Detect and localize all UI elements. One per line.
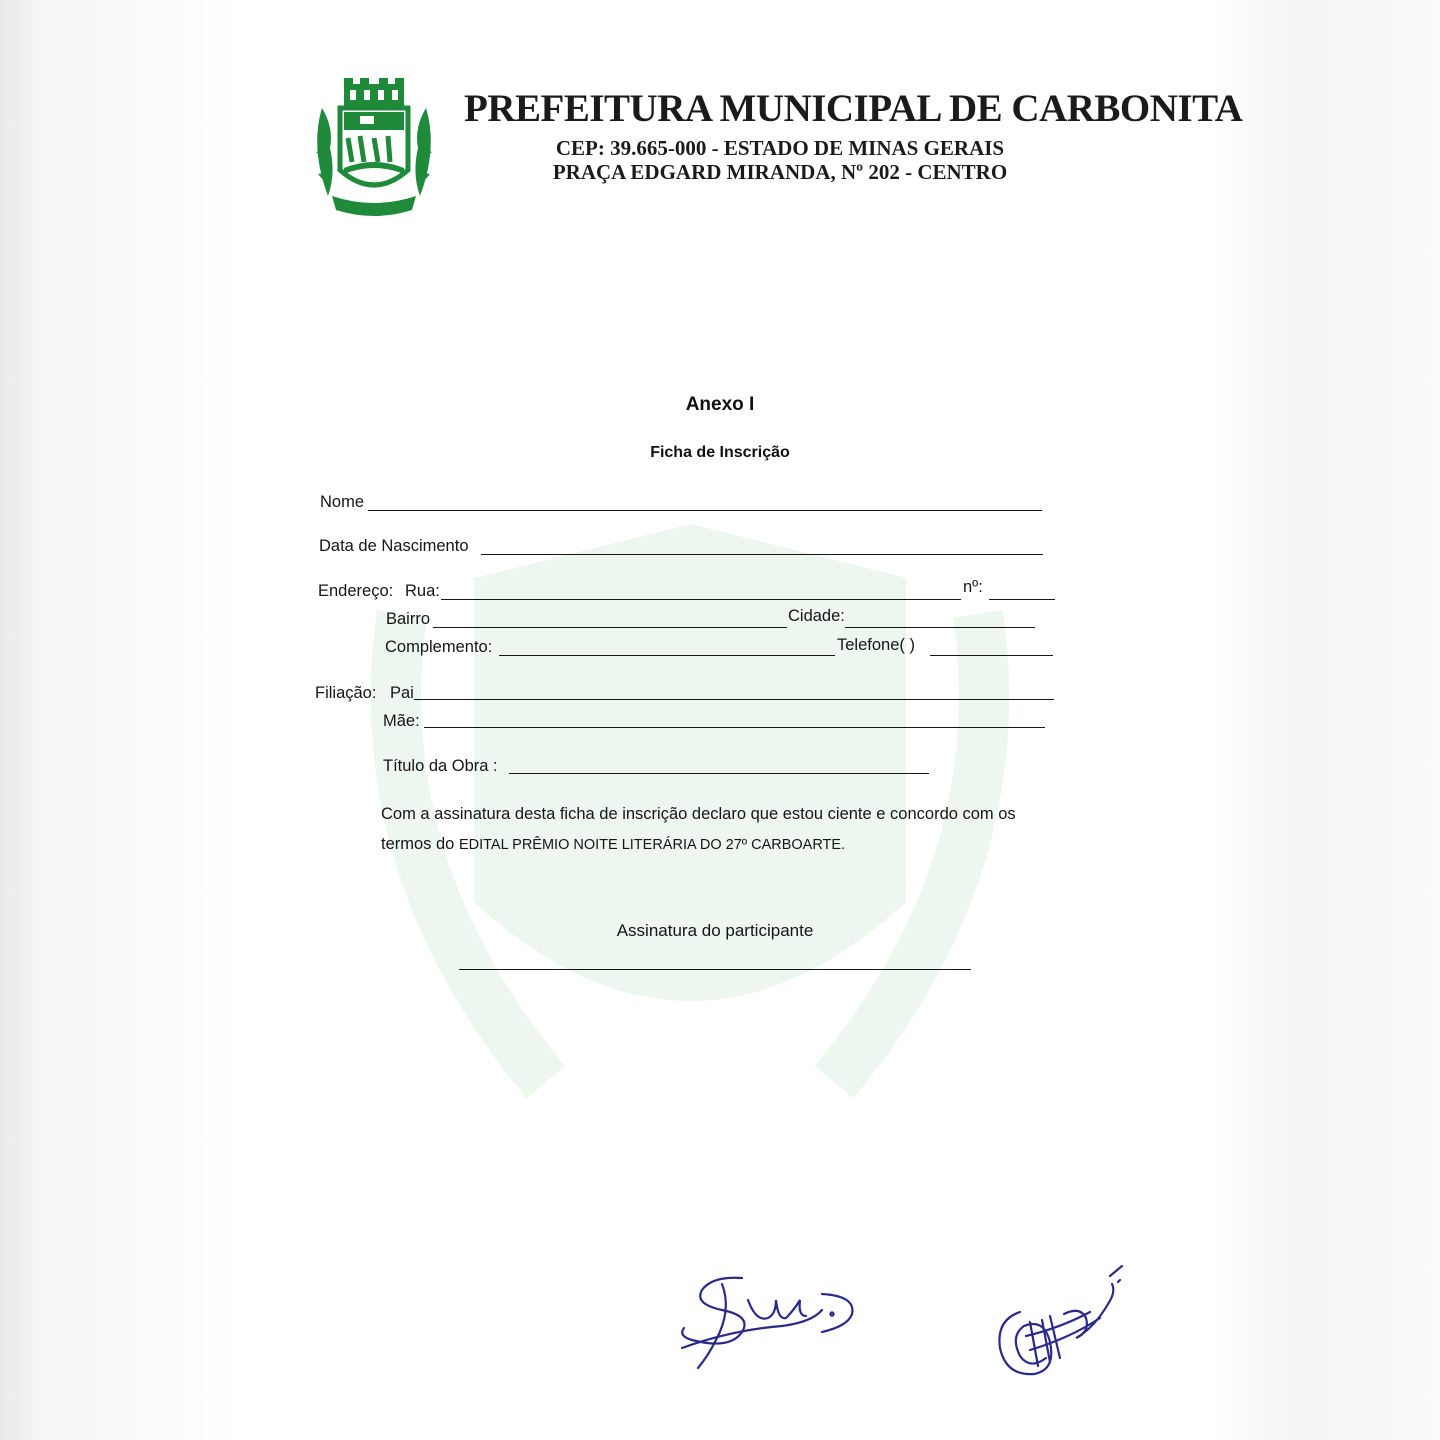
endereco-label: Endereço: [318,582,394,600]
mae-field-line[interactable] [424,727,1045,728]
nome-label: Nome [320,493,365,511]
declaration-line-2 [381,829,1061,860]
handwritten-signature-2 [990,1262,1130,1392]
telefone-label: Telefone( ) [837,636,915,654]
declaration-edital-name: EDITAL PRÊMIO NOITE LITERÁRIA DO 27º CARBOARTE. [458,837,846,853]
numero-field-line[interactable] [989,599,1055,600]
form-title: Ficha de Inscrição [650,444,790,461]
titulo-obra-field-line[interactable] [509,773,929,774]
bairro-label: Bairro [386,610,431,628]
nascimento-label: Data de Nascimento [319,537,469,555]
mae-label: Mãe: [383,712,420,730]
nascimento-field-line[interactable] [481,554,1043,555]
pai-field-line[interactable] [414,699,1054,700]
cidade-field-line[interactable] [845,627,1035,628]
declaration-text [381,799,1061,860]
header-title: PREFEITURA MUNICIPAL DE CARBONITA [464,87,1243,130]
numero-label: nº: [963,578,983,596]
cidade-label: Cidade: [788,607,845,625]
declaration-line-1: Com a assinatura desta ficha de inscrição declaro que estou ciente e concordo com os [381,805,1016,823]
rua-field-line[interactable] [441,599,961,600]
complemento-label: Complemento: [385,638,493,656]
municipal-crest-icon [308,78,440,218]
telefone-field-line[interactable] [930,655,1053,656]
bairro-field-line[interactable] [433,627,787,628]
titulo-obra-label: Título da Obra : [383,757,498,775]
annex-title: Anexo I [685,394,755,415]
signature-label: Assinatura do participante [616,921,814,940]
rua-label: Rua: [405,582,440,600]
signature-line[interactable] [459,969,971,970]
handwritten-signature-1 [672,1270,862,1370]
header-address-line: PRAÇA EDGARD MIRANDA, Nº 202 - CENTRO [552,160,1008,184]
complemento-field-line[interactable] [499,655,835,656]
declaration-line-2-start: termos do [381,835,455,853]
header-cep-line: CEP: 39.665-000 - ESTADO DE MINAS GERAIS [555,136,1005,160]
nome-field-line[interactable] [368,510,1042,511]
filiacao-label: Filiação: [315,684,377,702]
pai-label: Pai [390,684,414,702]
